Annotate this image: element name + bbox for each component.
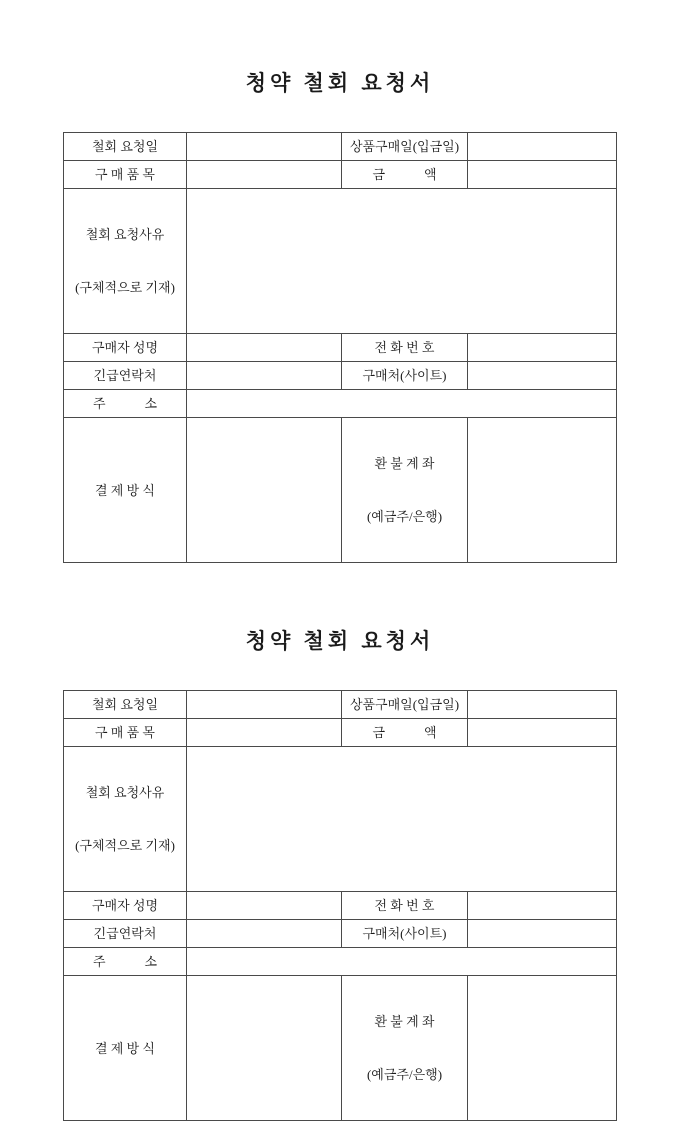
table-row [64,920,617,948]
refund-account-label [342,976,468,1121]
address-value-cell [187,390,617,418]
withdrawal-date-label: 철회 요청일 [64,691,187,719]
withdrawal-date-value-cell [187,133,342,161]
payment-method-value-cell [187,418,342,563]
purchase-place-value-cell [468,362,617,390]
table-row [64,418,617,563]
withdrawal-date-label: 철회 요청일 [64,133,187,161]
purchase-place-label: 구매처(사이트) [342,920,468,948]
payment-method-label: 결 제 방 식 [64,976,187,1121]
purchase-date-value-cell [468,691,617,719]
reason-label [64,747,187,892]
refund-account-label-line2: (예금주/은행) [366,509,443,524]
purchase-item-value-cell [187,161,342,189]
table-row [64,189,617,334]
reason-label-line2: (구체적으로 기재) [75,280,175,295]
phone-label: 전 화 번 호 [342,334,468,362]
refund-account-label-line1: 환 불 계 좌 [374,456,435,471]
table-row [64,691,617,719]
emergency-contact-label: 긴급연락처 [64,362,187,390]
emergency-contact-label: 긴급연락처 [64,920,187,948]
purchase-date-value-cell [468,133,617,161]
buyer-name-value-cell [187,334,342,362]
refund-account-label-line1: 환 불 계 좌 [374,1014,435,1029]
form-table [63,690,617,1121]
phone-label: 전 화 번 호 [342,892,468,920]
payment-method-label: 결 제 방 식 [64,418,187,563]
purchase-item-label: 구 매 품 목 [64,161,187,189]
purchase-item-value-cell [187,719,342,747]
payment-method-value-cell [187,976,342,1121]
reason-label-line2: (구체적으로 기재) [75,838,175,853]
purchase-place-value-cell [468,920,617,948]
table-row [64,334,617,362]
table-row [64,161,617,189]
buyer-name-label: 구매자 성명 [64,892,187,920]
purchase-date-label: 상품구매일(입금일) [342,691,468,719]
emergency-contact-value-cell [187,362,342,390]
reason-label-line1: 철회 요청사유 [85,785,165,800]
form-table [63,132,617,563]
refund-account-label-line2: (예금주/은행) [366,1067,443,1082]
form-title: 청약 철회 요청서 [245,629,435,653]
reason-value-cell [187,189,617,334]
withdrawal-date-value-cell [187,691,342,719]
withdrawal-request-form [0,71,680,563]
table-row [64,892,617,920]
table-row [64,747,617,892]
address-label: 주 소 [64,390,187,418]
withdrawal-request-form [0,629,680,1121]
phone-value-cell [468,334,617,362]
buyer-name-value-cell [187,892,342,920]
table-row [64,390,617,418]
purchase-date-label: 상품구매일(입금일) [342,133,468,161]
address-label: 주 소 [64,948,187,976]
table-row [64,976,617,1121]
amount-value-cell [468,161,617,189]
purchase-place-label: 구매처(사이트) [342,362,468,390]
buyer-name-label: 구매자 성명 [64,334,187,362]
form-title: 청약 철회 요청서 [245,71,435,95]
amount-label: 금 액 [342,719,468,747]
reason-value-cell [187,747,617,892]
amount-label: 금 액 [342,161,468,189]
reason-label [64,189,187,334]
purchase-item-label: 구 매 품 목 [64,719,187,747]
table-row [64,133,617,161]
emergency-contact-value-cell [187,920,342,948]
refund-account-value-cell [468,418,617,563]
refund-account-label [342,418,468,563]
table-row [64,719,617,747]
table-row [64,362,617,390]
phone-value-cell [468,892,617,920]
reason-label-line1: 철회 요청사유 [85,227,165,242]
refund-account-value-cell [468,976,617,1121]
amount-value-cell [468,719,617,747]
